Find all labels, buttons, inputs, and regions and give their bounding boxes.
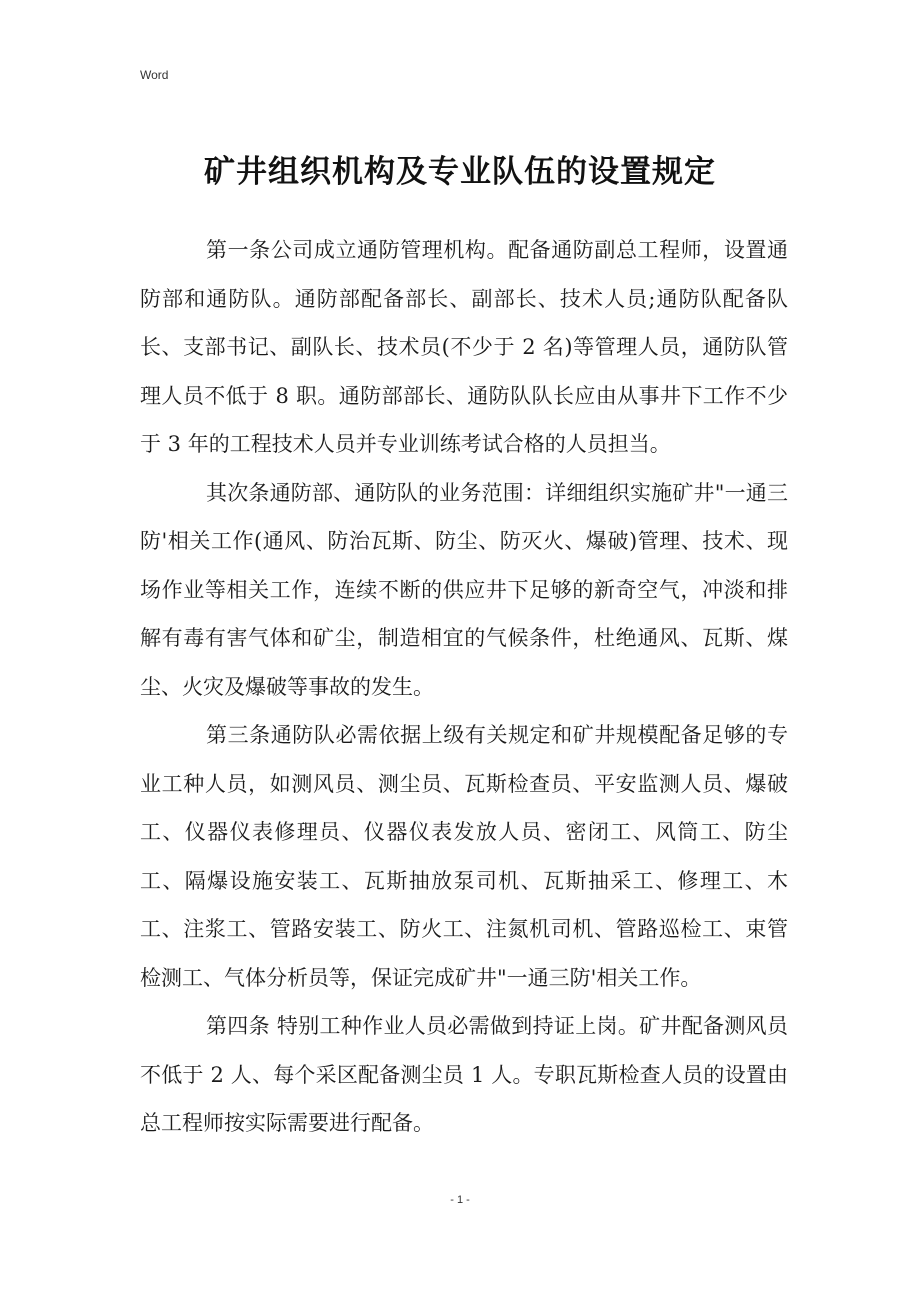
paragraph-article-2: 其次条通防部、通防队的业务范围：详细组织实施矿井"一通三防'相关工作(通风、防治瓦斯、防尘、防灭火、爆破)管理、技术、现场作业等相关工作，连续不断的供应井下足够的新奇空气，冲淡和排解有毒有害气体和矿尘，制造相宜的气候条件，杜绝通风、瓦斯、煤尘、火灾及爆破等事故的发生。 [140, 480, 788, 699]
header-label: Word [140, 68, 169, 82]
page-number: - 1 - [450, 1194, 470, 1206]
paragraph-article-4: 第四条 特别工种作业人员必需做到持证上岗。矿井配备测风员不低于 2 人、每个采区配备测尘员 1 人。专职瓦斯检查人员的设置由总工程师按实际需要进行配备。 [140, 1014, 788, 1135]
document-title: 矿井组织机构及专业队伍的设置规定 [204, 154, 716, 190]
paragraph-article-1: 第一条公司成立通防管理机构。配备通防副总工程师，设置通防部和通防队。通防部配备部长、副部长、技术人员;通防队配备队长、支部书记、副队长、技术员(不少于 2 名)等管理人员，通防队管理人员不低于 8 职。通防部部长、通防队队长应由从事井下工作不少于 3 年的工程技术人员并专业训练考试合格的人员担当。 [140, 238, 788, 456]
document-body [140, 226, 788, 1148]
paragraph-article-3: 第三条通防队必需依据上级有关规定和矿井规模配备足够的专业工种人员，如测风员、测尘员、瓦斯检查员、平安监测人员、爆破工、仪器仪表修理员、仪器仪表发放人员、密闭工、风筒工、防尘工、隔爆设施安装工、瓦斯抽放泵司机、瓦斯抽采工、修理工、木工、注浆工、管路安装工、防火工、注氮机司机、管路巡检工、束管检测工、气体分析员等，保证完成矿井"一通三防'相关工作。 [140, 723, 788, 990]
